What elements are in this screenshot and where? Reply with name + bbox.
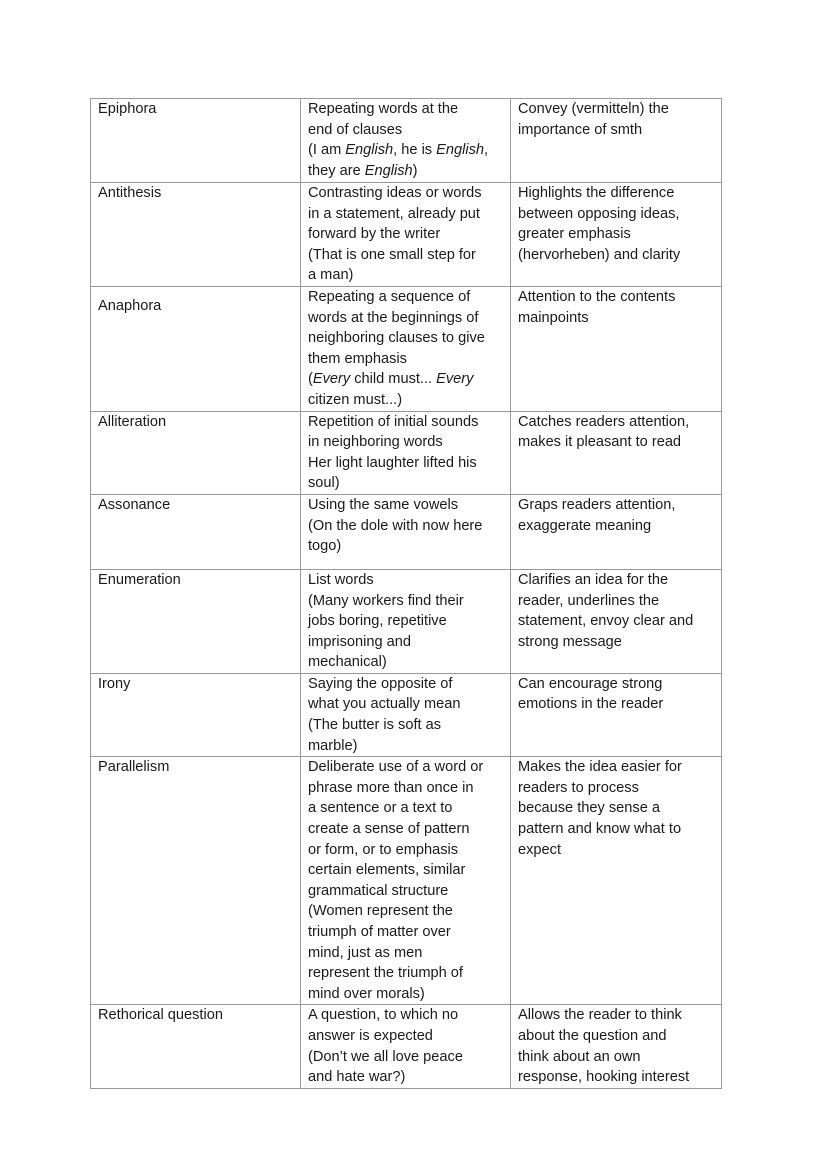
term-cell [91, 99, 301, 183]
effect-line: think about an own [518, 1048, 641, 1065]
definition-cell [301, 411, 511, 494]
definition-line: in a statement, already put [308, 205, 480, 222]
term-text: Parallelism [98, 759, 170, 776]
effect-line: Graps readers attention, [518, 496, 676, 513]
example-line: (That is one small step for [308, 246, 476, 263]
definition-line: neighboring clauses to give [308, 330, 485, 347]
term-text: Antithesis [98, 185, 162, 201]
term-text: Irony [98, 675, 131, 692]
definition-line: certain elements, similar [308, 862, 466, 879]
definition-line: forward by the writer [308, 226, 441, 243]
definition-cell [301, 1005, 511, 1088]
effect-line: Allows the reader to think [518, 1007, 682, 1024]
term-cell [91, 183, 301, 287]
effect-line: response, hooking interest [518, 1069, 690, 1086]
definition-line: Repetition of initial sounds [308, 413, 479, 430]
example-line: soul) [308, 475, 340, 492]
effect-cell [511, 183, 722, 287]
term-text: Alliteration [98, 413, 167, 430]
effect-line: about the question and [518, 1027, 667, 1044]
effect-line: pattern and know what to [518, 821, 682, 838]
effect-line: Clarifies an idea for the [518, 571, 669, 588]
example-line: jobs boring, repetitive [308, 613, 447, 630]
term-text: Enumeration [98, 571, 181, 588]
term-text: Anaphora [98, 297, 162, 314]
definition-line: Repeating a sequence of [308, 288, 471, 305]
effect-cell [511, 569, 722, 673]
term-cell [91, 673, 301, 756]
definition-line: A question, to which no [308, 1007, 459, 1024]
definition-line: what you actually mean [308, 696, 461, 713]
effect-line: exaggerate meaning [518, 517, 652, 534]
definition-line: words at the beginnings of [308, 309, 479, 326]
table-row [91, 494, 722, 569]
example-line: mechanical) [308, 654, 387, 671]
example-line: represent the triumph of [308, 965, 463, 982]
table-row [91, 411, 722, 494]
term-text: Epiphora [98, 101, 157, 117]
example-line: (I am English, he is English, [308, 142, 489, 159]
example-line: (Every child must... Every [308, 371, 474, 388]
definition-line: end of clauses [308, 121, 403, 138]
table-row [91, 286, 722, 411]
effect-line: between opposing ideas, [518, 205, 680, 222]
definition-line: Deliberate use of a word or [308, 759, 484, 776]
example-line: marble) [308, 737, 358, 754]
definition-line: phrase more than once in [308, 779, 474, 796]
table-row [91, 183, 722, 287]
table-row [91, 1005, 722, 1088]
definition-line: Saying the opposite of [308, 675, 453, 692]
table-row [91, 99, 722, 183]
effect-cell [511, 1005, 722, 1088]
definition-line: them emphasis [308, 350, 407, 367]
effect-line: strong message [518, 633, 622, 650]
example-line: and hate war?) [308, 1069, 406, 1086]
example-line: mind, just as men [308, 944, 423, 961]
effect-line: importance of smth [518, 121, 643, 138]
term-cell [91, 494, 301, 569]
definition-line: or form, or to emphasis [308, 841, 459, 858]
effect-line: makes it pleasant to read [518, 434, 682, 451]
example-line: (The butter is soft as [308, 717, 442, 734]
term-cell [91, 411, 301, 494]
effect-line: Attention to the contents [518, 288, 676, 305]
term-text: Assonance [98, 496, 171, 513]
example-line: togo) [308, 538, 342, 555]
effect-line: because they sense a [518, 800, 660, 817]
example-line: citizen must...) [308, 391, 403, 408]
definition-cell [301, 673, 511, 756]
definition-cell [301, 286, 511, 411]
effect-line: (hervorheben) and clarity [518, 246, 681, 263]
effect-cell [511, 757, 722, 1005]
effect-cell [511, 286, 722, 411]
effect-line: readers to process [518, 779, 639, 796]
effect-line: expect [518, 841, 561, 858]
term-cell [91, 757, 301, 1005]
example-line: they are English) [308, 162, 418, 179]
definition-line: List words [308, 571, 374, 588]
effect-cell [511, 494, 722, 569]
example-line: Her light laughter lifted his [308, 454, 477, 471]
definition-cell [301, 757, 511, 1005]
example-line: triumph of matter over [308, 924, 451, 940]
definition-line: answer is expected [308, 1027, 433, 1044]
example-line: a man) [308, 267, 354, 284]
table-row [91, 757, 722, 1005]
example-line: (Many workers find their [308, 592, 464, 609]
definition-line: a sentence or a text to [308, 800, 453, 817]
effect-line: emotions in the reader [518, 696, 664, 713]
definition-line: grammatical structure [308, 882, 449, 899]
definition-line: Repeating words at the [308, 101, 459, 117]
example-line: imprisoning and [308, 633, 412, 650]
effect-line: Can encourage strong [518, 675, 663, 692]
example-line: (Don’t we all love peace [308, 1048, 463, 1065]
table-row [91, 673, 722, 756]
example-line: mind over morals) [308, 985, 425, 1002]
example-line: (Women represent the [308, 903, 453, 920]
table-row [91, 569, 722, 673]
effect-cell [511, 99, 722, 183]
term-cell [91, 286, 301, 411]
effect-cell [511, 673, 722, 756]
stylistic-devices-table [90, 98, 722, 1089]
term-cell [91, 569, 301, 673]
effect-line: Convey (vermitteln) the [518, 101, 669, 117]
effect-line: Highlights the difference [518, 185, 675, 201]
effect-cell [511, 411, 722, 494]
definition-line: Contrasting ideas or words [308, 185, 482, 201]
example-line: (On the dole with now here [308, 517, 483, 534]
definition-cell [301, 569, 511, 673]
term-text: Rethorical question [98, 1007, 223, 1024]
definition-cell [301, 183, 511, 287]
definition-cell [301, 494, 511, 569]
effect-line: reader, underlines the [518, 592, 660, 609]
definition-line: in neighboring words [308, 434, 443, 451]
effect-line: Catches readers attention, [518, 413, 690, 430]
effect-line: statement, envoy clear and [518, 613, 694, 630]
effect-line: mainpoints [518, 309, 589, 326]
definition-line: create a sense of pattern [308, 821, 470, 838]
definition-line: Using the same vowels [308, 496, 459, 513]
definition-cell [301, 99, 511, 183]
effect-line: greater emphasis [518, 226, 631, 243]
term-cell [91, 1005, 301, 1088]
effect-line: Makes the idea easier for [518, 759, 682, 776]
